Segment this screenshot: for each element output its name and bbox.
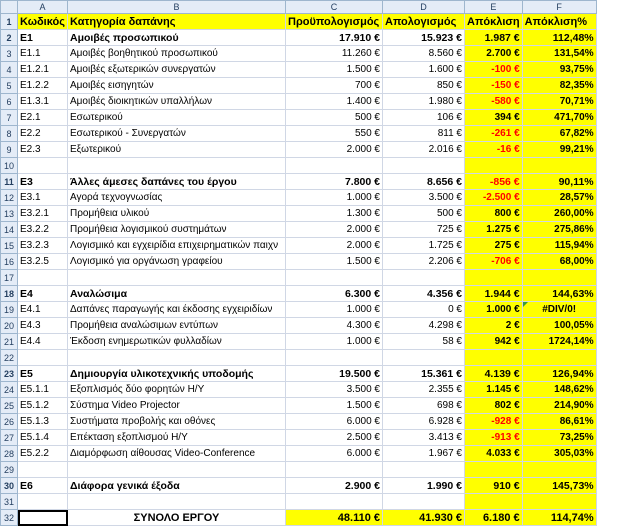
category-cell[interactable]: Εσωτερικού <box>68 110 286 126</box>
variance-cell[interactable]: -856 € <box>465 174 523 190</box>
category-cell[interactable]: Διαμόρφωση αίθουσας Video-Conference <box>68 446 286 462</box>
row-header[interactable]: 28 <box>1 446 18 462</box>
budget-cell[interactable]: 550 € <box>286 126 383 142</box>
code-cell[interactable] <box>18 158 68 174</box>
actual-cell[interactable]: 1.980 € <box>383 94 465 110</box>
actual-cell[interactable]: 500 € <box>383 206 465 222</box>
error-indicator-icon <box>523 302 528 307</box>
row-header[interactable]: 25 <box>1 398 18 414</box>
table-row <box>1 78 597 94</box>
actual-cell[interactable]: 8.560 € <box>383 46 465 62</box>
row-header[interactable]: 22 <box>1 350 18 366</box>
column-header-b[interactable]: B <box>68 1 286 14</box>
code-cell[interactable]: E3 <box>18 174 68 190</box>
code-cell[interactable] <box>18 270 68 286</box>
category-cell[interactable]: Αναλώσιμα <box>68 286 286 302</box>
budget-cell[interactable]: 1.000 € <box>286 190 383 206</box>
variance-cell[interactable] <box>465 270 523 286</box>
actual-cell[interactable]: 698 € <box>383 398 465 414</box>
row-header[interactable]: 18 <box>1 286 18 302</box>
code-cell[interactable]: E5.1.4 <box>18 430 68 446</box>
budget-cell[interactable]: 1.500 € <box>286 398 383 414</box>
category-cell[interactable]: Δαπάνες παραγωγής και έκδοσης εγχειριδίων <box>68 302 286 318</box>
code-cell[interactable]: E2.3 <box>18 142 68 158</box>
variance-pct-cell[interactable]: 115,94% <box>522 238 596 254</box>
row-header[interactable]: 29 <box>1 462 18 478</box>
variance-cell[interactable] <box>465 462 523 478</box>
blank-row <box>1 270 597 286</box>
budget-cell[interactable]: 4.300 € <box>286 318 383 334</box>
budget-cell[interactable]: 2.000 € <box>286 142 383 158</box>
budget-cell[interactable]: 1.500 € <box>286 254 383 270</box>
row-header[interactable]: 10 <box>1 158 18 174</box>
actual-cell[interactable]: 850 € <box>383 78 465 94</box>
variance-pct-cell[interactable]: 86,61% <box>522 414 596 430</box>
table-row <box>1 318 597 334</box>
code-cell[interactable]: E3.2.2 <box>18 222 68 238</box>
variance-cell[interactable]: 1.275 € <box>465 222 523 238</box>
table-row <box>1 126 597 142</box>
actual-cell[interactable] <box>383 494 465 510</box>
actual-cell[interactable]: 2.016 € <box>383 142 465 158</box>
variance-cell[interactable]: 4.139 € <box>465 366 523 382</box>
actual-cell[interactable] <box>383 462 465 478</box>
category-cell[interactable]: Εξοπλισμός δύο φορητών Η/Υ <box>68 382 286 398</box>
row-header[interactable]: 12 <box>1 190 18 206</box>
table-row <box>1 398 597 414</box>
table-row <box>1 254 597 270</box>
variance-cell[interactable]: 942 € <box>465 334 523 350</box>
variance-pct-cell[interactable]: 214,90% <box>522 398 596 414</box>
actual-cell[interactable]: 106 € <box>383 110 465 126</box>
row-header[interactable]: 21 <box>1 334 18 350</box>
row-header[interactable]: 9 <box>1 142 18 158</box>
budget-cell[interactable]: 17.910 € <box>286 30 383 46</box>
category-cell[interactable] <box>68 494 286 510</box>
actual-cell[interactable]: 2.206 € <box>383 254 465 270</box>
header-category-cell[interactable]: Κατηγορία δαπάνης <box>68 14 286 30</box>
category-cell[interactable]: Έκδοση ενημερωτικών φυλλαδίων <box>68 334 286 350</box>
budget-cell[interactable]: 1.000 € <box>286 302 383 318</box>
code-cell[interactable]: E5.1.1 <box>18 382 68 398</box>
table-row <box>1 110 597 126</box>
variance-pct-cell[interactable]: 68,00% <box>522 254 596 270</box>
header-code-cell[interactable]: Κωδικός <box>18 14 68 30</box>
category-cell[interactable]: Αμοιβές προσωπικού <box>68 30 286 46</box>
variance-pct-cell[interactable]: 112,48% <box>522 30 596 46</box>
variance-pct-cell[interactable] <box>522 158 596 174</box>
header-variance-cell[interactable]: Απόκλιση <box>465 14 523 30</box>
category-cell[interactable]: Αμοιβές εξωτερικών συνεργατών <box>68 62 286 78</box>
variance-pct-cell[interactable]: 70,71% <box>522 94 596 110</box>
row-header[interactable]: 27 <box>1 430 18 446</box>
budget-cell[interactable]: 1.300 € <box>286 206 383 222</box>
row-header[interactable]: 3 <box>1 46 18 62</box>
section-row <box>1 30 597 46</box>
row-header[interactable]: 2 <box>1 30 18 46</box>
row-header[interactable]: 32 <box>1 510 18 526</box>
variance-cell[interactable]: 6.180 € <box>465 510 523 526</box>
row-header[interactable]: 19 <box>1 302 18 318</box>
variance-pct-cell[interactable]: 471,70% <box>522 110 596 126</box>
variance-cell[interactable]: -706 € <box>465 254 523 270</box>
category-cell[interactable]: Αγορά τεχνογνωσίας <box>68 190 286 206</box>
variance-pct-cell[interactable]: 100,05% <box>522 318 596 334</box>
table-row <box>1 94 597 110</box>
row-header[interactable]: 11 <box>1 174 18 190</box>
table-row <box>1 190 597 206</box>
row-header[interactable]: 15 <box>1 238 18 254</box>
column-header-a[interactable]: A <box>18 1 68 14</box>
variance-cell[interactable]: -928 € <box>465 414 523 430</box>
code-cell[interactable]: E5.1.3 <box>18 414 68 430</box>
budget-cell[interactable] <box>286 350 383 366</box>
variance-pct-cell[interactable]: 145,73% <box>522 478 596 494</box>
row-header[interactable]: 30 <box>1 478 18 494</box>
row-header[interactable]: 26 <box>1 414 18 430</box>
variance-pct-cell[interactable]: 114,74% <box>522 510 596 526</box>
variance-pct-cell[interactable]: 67,82% <box>522 126 596 142</box>
variance-pct-cell[interactable]: 275,86% <box>522 222 596 238</box>
actual-cell[interactable]: 4.356 € <box>383 286 465 302</box>
row-header[interactable]: 31 <box>1 494 18 510</box>
table-row <box>1 446 597 462</box>
actual-cell[interactable]: 6.928 € <box>383 414 465 430</box>
category-cell[interactable] <box>68 350 286 366</box>
budget-cell[interactable]: 6.300 € <box>286 286 383 302</box>
total-row <box>1 510 597 526</box>
code-cell[interactable]: E5.2.2 <box>18 446 68 462</box>
variance-pct-cell[interactable]: 305,03% <box>522 446 596 462</box>
variance-pct-cell[interactable]: 1724,14% <box>522 334 596 350</box>
category-cell[interactable]: Σύστημα Video Projector <box>68 398 286 414</box>
table-row <box>1 334 597 350</box>
variance-pct-cell[interactable]: 73,25% <box>522 430 596 446</box>
blank-row <box>1 158 597 174</box>
category-cell[interactable]: Διάφορα γενικά έξοδα <box>68 478 286 494</box>
variance-pct-cell[interactable]: 93,75% <box>522 62 596 78</box>
column-header-e[interactable]: E <box>465 1 523 14</box>
row-header[interactable]: 6 <box>1 94 18 110</box>
table-row <box>1 46 597 62</box>
code-cell[interactable] <box>18 510 68 526</box>
category-cell[interactable]: Προμήθεια υλικού <box>68 206 286 222</box>
row-header[interactable]: 14 <box>1 222 18 238</box>
actual-cell[interactable]: 41.930 € <box>383 510 465 526</box>
code-cell[interactable]: E1.2.2 <box>18 78 68 94</box>
row-header[interactable]: 23 <box>1 366 18 382</box>
variance-cell[interactable]: -580 € <box>465 94 523 110</box>
code-cell[interactable]: E5 <box>18 366 68 382</box>
variance-cell[interactable]: -2.500 € <box>465 190 523 206</box>
code-cell[interactable]: E3.2.3 <box>18 238 68 254</box>
actual-cell[interactable]: 8.656 € <box>383 174 465 190</box>
category-cell[interactable]: Εσωτερικού - Συνεργατών <box>68 126 286 142</box>
table-header-row <box>1 14 597 30</box>
actual-cell[interactable]: 58 € <box>383 334 465 350</box>
budget-cell[interactable] <box>286 158 383 174</box>
actual-cell[interactable]: 15.361 € <box>383 366 465 382</box>
budget-cell[interactable]: 1.000 € <box>286 334 383 350</box>
blank-row <box>1 462 597 478</box>
category-cell[interactable]: Επέκταση εξοπλισμού Η/Υ <box>68 430 286 446</box>
budget-cell[interactable]: 500 € <box>286 110 383 126</box>
variance-pct-cell[interactable]: 260,00% <box>522 206 596 222</box>
actual-cell[interactable] <box>383 350 465 366</box>
category-cell[interactable]: Λογισμικό και εγχειρίδια επιχειρηματικών παιχν <box>68 238 286 254</box>
code-cell[interactable]: E3.1 <box>18 190 68 206</box>
code-cell[interactable] <box>18 462 68 478</box>
budget-cell[interactable]: 2.000 € <box>286 238 383 254</box>
row-header[interactable]: 16 <box>1 254 18 270</box>
variance-cell[interactable]: -100 € <box>465 62 523 78</box>
budget-cell[interactable] <box>286 494 383 510</box>
budget-cell[interactable] <box>286 462 383 478</box>
variance-pct-cell[interactable]: 126,94% <box>522 366 596 382</box>
variance-pct-cell[interactable]: 148,62% <box>522 382 596 398</box>
budget-cell[interactable]: 700 € <box>286 78 383 94</box>
column-header-d[interactable]: D <box>383 1 465 14</box>
code-cell[interactable]: E4.1 <box>18 302 68 318</box>
variance-cell[interactable]: 1.000 € <box>465 302 523 318</box>
budget-cell[interactable]: 2.000 € <box>286 222 383 238</box>
budget-cell[interactable]: 7.800 € <box>286 174 383 190</box>
code-cell[interactable]: E2.1 <box>18 110 68 126</box>
code-cell[interactable]: E6 <box>18 478 68 494</box>
row-header[interactable]: 8 <box>1 126 18 142</box>
variance-pct-cell[interactable] <box>522 270 596 286</box>
variance-cell[interactable]: 1.987 € <box>465 30 523 46</box>
actual-cell[interactable]: 811 € <box>383 126 465 142</box>
budget-cell[interactable]: 2.900 € <box>286 478 383 494</box>
table-row <box>1 414 597 430</box>
variance-pct-cell[interactable]: 131,54% <box>522 46 596 62</box>
code-cell[interactable]: E3.2.5 <box>18 254 68 270</box>
row-header[interactable]: 1 <box>1 14 18 30</box>
column-header-row <box>1 1 597 14</box>
actual-cell[interactable] <box>383 270 465 286</box>
category-cell[interactable]: Συστήματα προβολής και οθόνες <box>68 414 286 430</box>
code-cell[interactable]: E4.4 <box>18 334 68 350</box>
section-row <box>1 478 597 494</box>
variance-cell[interactable]: -913 € <box>465 430 523 446</box>
variance-cell[interactable]: 1.944 € <box>465 286 523 302</box>
variance-cell[interactable]: -16 € <box>465 142 523 158</box>
blank-row <box>1 350 597 366</box>
variance-pct-cell[interactable]: 144,63% <box>522 286 596 302</box>
actual-cell[interactable]: 3.413 € <box>383 430 465 446</box>
row-header[interactable]: 13 <box>1 206 18 222</box>
row-header[interactable]: 20 <box>1 318 18 334</box>
code-cell[interactable] <box>18 350 68 366</box>
actual-cell[interactable]: 15.923 € <box>383 30 465 46</box>
category-cell[interactable] <box>68 270 286 286</box>
category-cell[interactable]: Αμοιβές εισηγητών <box>68 78 286 94</box>
budget-cell[interactable]: 48.110 € <box>286 510 383 526</box>
header-actual-cell[interactable]: Απολογισμός <box>383 14 465 30</box>
variance-cell[interactable]: 802 € <box>465 398 523 414</box>
section-row <box>1 366 597 382</box>
table-row <box>1 206 597 222</box>
select-all-corner[interactable] <box>1 1 18 14</box>
variance-cell[interactable] <box>465 494 523 510</box>
row-header[interactable]: 24 <box>1 382 18 398</box>
table-row <box>1 238 597 254</box>
row-header[interactable]: 7 <box>1 110 18 126</box>
variance-pct-cell[interactable]: 28,57% <box>522 190 596 206</box>
budget-cell[interactable]: 3.500 € <box>286 382 383 398</box>
row-header[interactable]: 5 <box>1 78 18 94</box>
variance-pct-cell[interactable] <box>522 350 596 366</box>
actual-cell[interactable] <box>383 158 465 174</box>
variance-pct-cell[interactable] <box>522 494 596 510</box>
code-cell[interactable]: E4.3 <box>18 318 68 334</box>
actual-cell[interactable]: 4.298 € <box>383 318 465 334</box>
variance-cell[interactable]: 910 € <box>465 478 523 494</box>
category-cell[interactable]: Άλλες άμεσες δαπάνες του έργου <box>68 174 286 190</box>
code-cell[interactable]: E1.2.1 <box>18 62 68 78</box>
budget-cell[interactable]: 11.260 € <box>286 46 383 62</box>
budget-cell[interactable]: 6.000 € <box>286 446 383 462</box>
actual-cell[interactable]: 1.725 € <box>383 238 465 254</box>
table-row <box>1 222 597 238</box>
code-cell[interactable]: E4 <box>18 286 68 302</box>
code-cell[interactable]: E1.1 <box>18 46 68 62</box>
table-row <box>1 302 597 318</box>
variance-cell[interactable]: 394 € <box>465 110 523 126</box>
budget-cell[interactable]: 6.000 € <box>286 414 383 430</box>
variance-pct-cell[interactable] <box>522 462 596 478</box>
category-cell[interactable] <box>68 462 286 478</box>
column-header-f[interactable]: F <box>522 1 596 14</box>
category-cell[interactable]: Προμήθεια αναλώσιμων εντύπων <box>68 318 286 334</box>
actual-cell[interactable]: 1.600 € <box>383 62 465 78</box>
variance-cell[interactable]: 4.033 € <box>465 446 523 462</box>
blank-row <box>1 494 597 510</box>
category-cell[interactable]: Δημιουργία υλικοτεχνικής υποδομής <box>68 366 286 382</box>
variance-cell[interactable]: -150 € <box>465 78 523 94</box>
table-row <box>1 142 597 158</box>
variance-cell[interactable] <box>465 350 523 366</box>
actual-cell[interactable]: 2.355 € <box>383 382 465 398</box>
variance-cell[interactable]: 1.145 € <box>465 382 523 398</box>
budget-cell[interactable]: 19.500 € <box>286 366 383 382</box>
actual-cell[interactable]: 0 € <box>383 302 465 318</box>
row-header[interactable]: 4 <box>1 62 18 78</box>
row-header[interactable]: 17 <box>1 270 18 286</box>
variance-pct-cell[interactable]: 99,21% <box>522 142 596 158</box>
category-cell[interactable]: Αμοιβές βοηθητικού προσωπικού <box>68 46 286 62</box>
budget-cell[interactable]: 2.500 € <box>286 430 383 446</box>
category-cell[interactable] <box>68 158 286 174</box>
header-variance-pct-cell[interactable]: Απόκλιση% <box>522 14 596 30</box>
column-header-c[interactable]: C <box>286 1 383 14</box>
actual-cell[interactable]: 725 € <box>383 222 465 238</box>
variance-pct-cell[interactable]: #DIV/0! <box>522 302 596 318</box>
code-cell[interactable]: E2.2 <box>18 126 68 142</box>
budget-cell[interactable]: 1.500 € <box>286 62 383 78</box>
code-cell[interactable]: E5.1.2 <box>18 398 68 414</box>
category-cell[interactable]: Εξωτερικού <box>68 142 286 158</box>
table-row <box>1 62 597 78</box>
actual-cell[interactable]: 3.500 € <box>383 190 465 206</box>
category-cell[interactable]: Λογισμικό για οργάνωση γραφείου <box>68 254 286 270</box>
variance-pct-cell[interactable]: 90,11% <box>522 174 596 190</box>
code-cell[interactable] <box>18 494 68 510</box>
variance-cell[interactable]: 275 € <box>465 238 523 254</box>
section-row <box>1 174 597 190</box>
category-cell[interactable]: ΣΥΝΟΛΟ ΕΡΓΟΥ <box>68 510 286 526</box>
variance-pct-cell[interactable]: 82,35% <box>522 78 596 94</box>
table-row <box>1 382 597 398</box>
code-cell[interactable]: E1 <box>18 30 68 46</box>
variance-cell[interactable]: -261 € <box>465 126 523 142</box>
section-row <box>1 286 597 302</box>
code-cell[interactable]: E1.3.1 <box>18 94 68 110</box>
variance-cell[interactable] <box>465 158 523 174</box>
variance-cell[interactable]: 800 € <box>465 206 523 222</box>
table-row <box>1 430 597 446</box>
budget-cell[interactable]: 1.400 € <box>286 94 383 110</box>
variance-cell[interactable]: 2 € <box>465 318 523 334</box>
code-cell[interactable]: E3.2.1 <box>18 206 68 222</box>
category-cell[interactable]: Αμοιβές διοικητικών υπαλλήλων <box>68 94 286 110</box>
variance-cell[interactable]: 2.700 € <box>465 46 523 62</box>
actual-cell[interactable]: 1.990 € <box>383 478 465 494</box>
budget-cell[interactable] <box>286 270 383 286</box>
header-budget-cell[interactable]: Προϋπολογισμός <box>286 14 383 30</box>
category-cell[interactable]: Προμήθεια λογισμικού συστημάτων <box>68 222 286 238</box>
actual-cell[interactable]: 1.967 € <box>383 446 465 462</box>
